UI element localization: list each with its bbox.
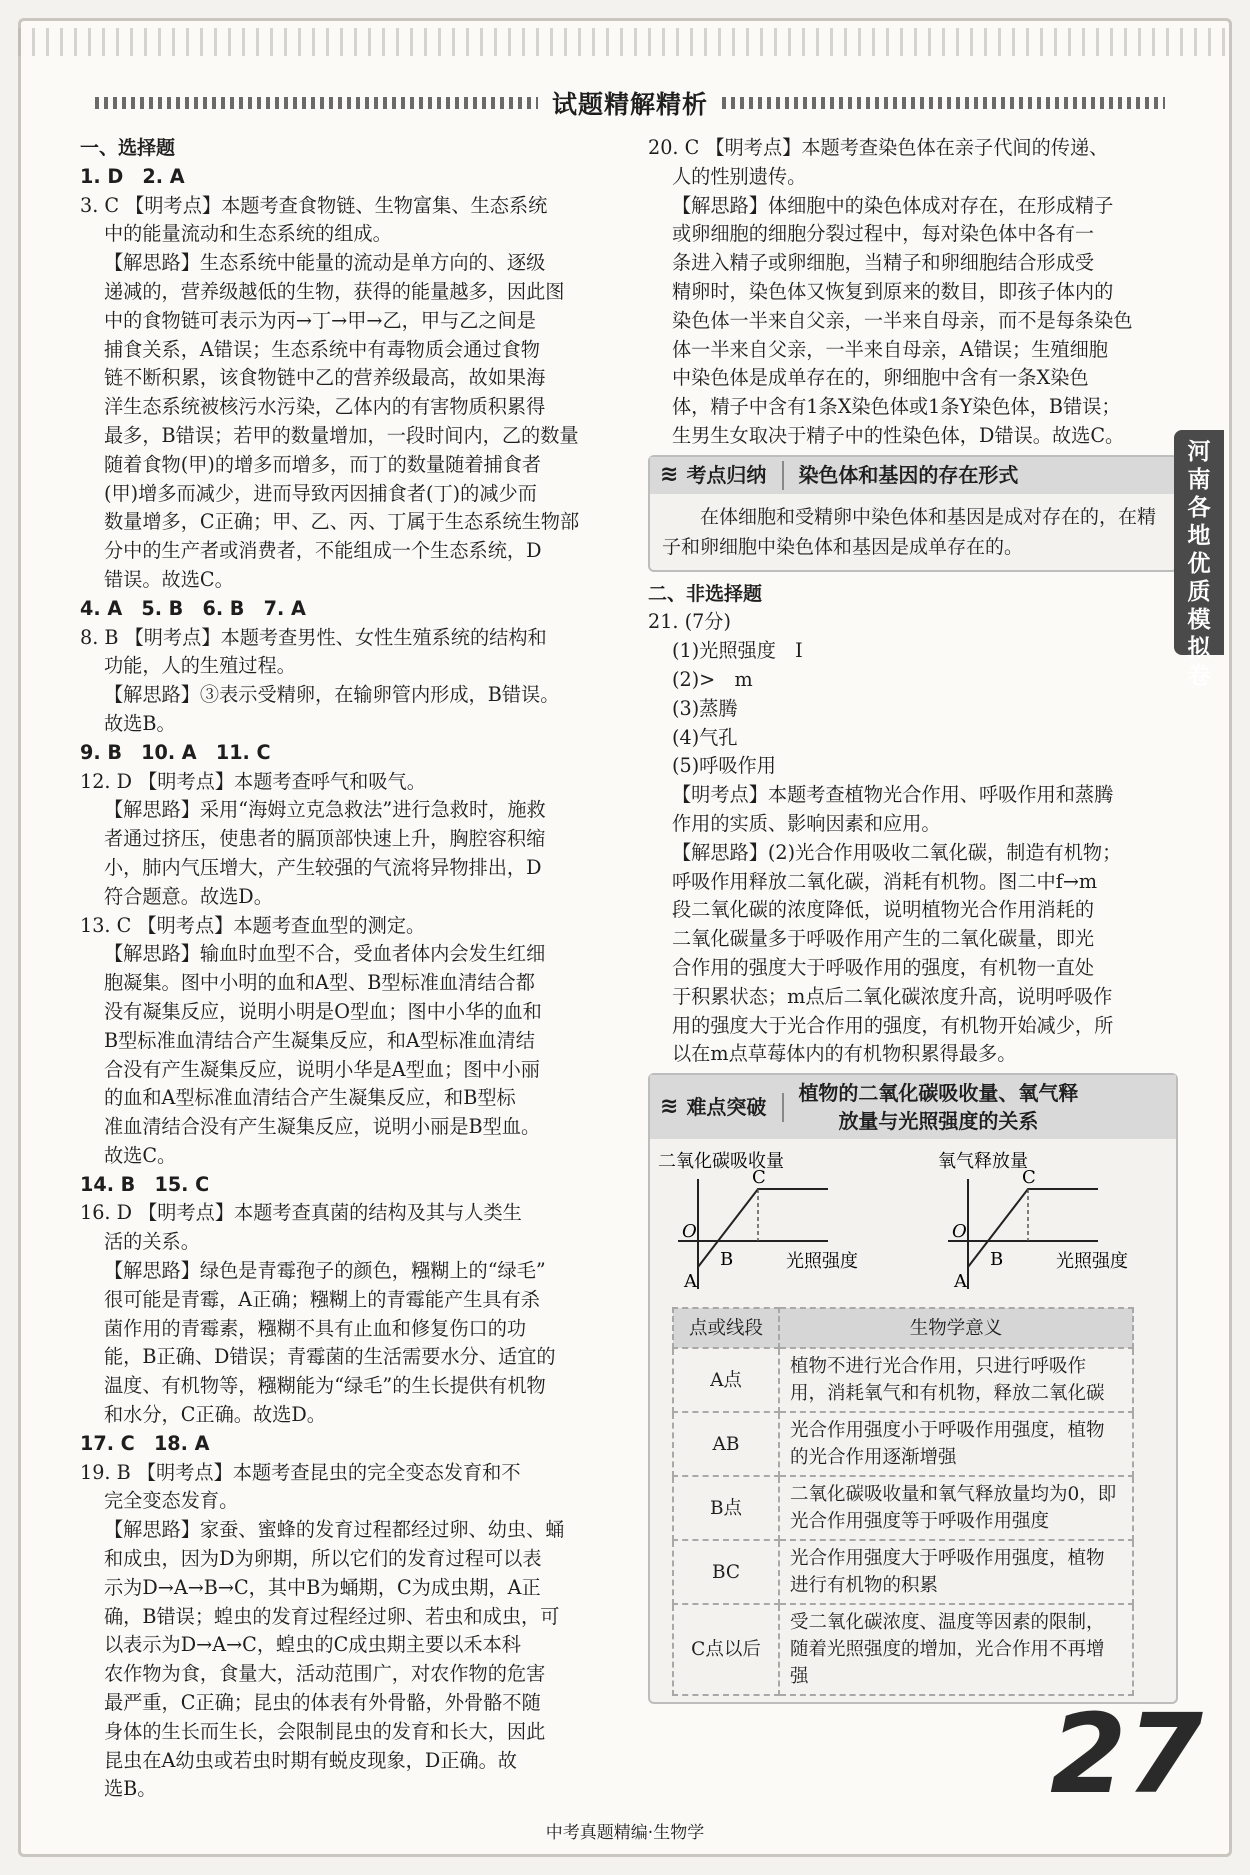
text-line: 捕食关系，A错误；生态系统中有毒物质会通过食物 xyxy=(104,337,540,361)
text-line: 段二氧化碳的浓度降低，说明植物光合作用消耗的 xyxy=(672,898,1095,922)
q21-answers xyxy=(648,637,1178,781)
text-line: 二氧化碳量多于呼吸作用产生的二氧化碳量，即光 xyxy=(672,927,1095,951)
text-line: 故选B。 xyxy=(104,711,176,735)
text-line: 没有凝集反应，说明小明是O型血；图中小华的血和 xyxy=(104,999,542,1023)
table-header-cell: 生物学意义 xyxy=(779,1308,1133,1348)
text-line: 符合题意。故选D。 xyxy=(104,884,273,908)
text-line: 和成虫，因为D为卵期，所以它们的发育过程可以表 xyxy=(104,1547,542,1571)
q19-line2: 完全变态发育。 xyxy=(104,1489,239,1513)
table-row xyxy=(673,1476,1133,1540)
q8-solution xyxy=(80,681,615,739)
table-header-cell: 点或线段 xyxy=(673,1308,779,1348)
text-line: 随着食物(甲)的增多而增多，而丁的数量随着捕食者 xyxy=(104,452,542,476)
text-line: 昆虫在A幼虫或若虫时期有蜕皮现象，D正确。故 xyxy=(104,1748,517,1772)
page-number: 27 xyxy=(1050,1690,1204,1818)
q3-line2: 中的能量流动和生态系统的组成。 xyxy=(104,222,392,246)
wave-lines-icon: ≋ xyxy=(660,1093,679,1119)
q12-head: 12. D 【明考点】本题考查呼气和吸气。 xyxy=(80,769,426,793)
graph-x-label: 光照强度 xyxy=(786,1251,858,1273)
text-line: 的血和A型标准血清结合产生凝集反应，和B型标 xyxy=(104,1086,516,1110)
side-tab xyxy=(1174,430,1224,689)
header-rule-left xyxy=(95,97,538,109)
q19-solution xyxy=(80,1516,615,1804)
table-row xyxy=(673,1348,1133,1412)
text-line: (2)> m xyxy=(672,667,753,691)
text-line: 作用的实质、影响因素和应用。 xyxy=(672,811,941,835)
text-line: 能，B正确、D错误；青霉菌的生活需要水分、适宜的 xyxy=(104,1345,556,1369)
text-line: 合作用的强度大于呼吸作用的强度，有机物一直处 xyxy=(672,955,1095,979)
text-line: 故选C。 xyxy=(104,1143,177,1167)
text-line: 条进入精子或卵细胞，当精子和卵细胞结合形成受 xyxy=(672,251,1095,275)
difficulty-box-header xyxy=(650,1075,1176,1139)
text-line: 各 xyxy=(1187,495,1211,521)
summary-box-header xyxy=(650,457,1176,494)
q8-head: 8. B 【明考点】本题考查男性、女性生殖系统的结构和 xyxy=(80,625,547,649)
origin-label: O xyxy=(952,1221,967,1243)
table-cell-key: BC xyxy=(673,1540,779,1604)
text-line: 选B。 xyxy=(104,1777,157,1801)
text-line: 【解思路】输血时血型不合，受血者体内会发生红细 xyxy=(104,942,546,966)
text-line: 拟 xyxy=(1187,635,1211,661)
table-cell-key: C点以后 xyxy=(673,1604,779,1695)
footer-text: 中考真题精编·生物学 xyxy=(545,1823,705,1843)
table-cell-value: 二氧化碳吸收量和氧气释放量均为0，即光合作用强度等于呼吸作用强度 xyxy=(779,1476,1133,1540)
right-column xyxy=(648,134,1178,1712)
q16-solution xyxy=(80,1257,615,1430)
q16-line2: 活的关系。 xyxy=(104,1230,200,1254)
q13-solution xyxy=(80,940,615,1170)
text-line: 模 xyxy=(1187,607,1211,633)
text-line: 以在m点草莓体内的有机物积累得最多。 xyxy=(672,1042,1017,1066)
text-line: 地 xyxy=(1187,523,1211,549)
answer-line: 4. A 5. B 6. B 7. A xyxy=(80,596,306,620)
text-line: 【解思路】体细胞中的染色体成对存在，在形成精子 xyxy=(672,193,1114,217)
text-line: 分中的生产者或消费者，不能组成一个生态系统，D xyxy=(104,539,542,563)
q19-head: 19. B 【明考点】本题考查昆虫的完全变态发育和不 xyxy=(80,1460,521,1484)
text-line: 【解思路】生态系统中能量的流动是单方向的、逐级 xyxy=(104,251,546,275)
table-row xyxy=(673,1540,1133,1604)
graph-y-label: 二氧化碳吸收量 xyxy=(658,1151,784,1173)
text-line: 准血清结合没有产生凝集反应，说明小丽是B型血。 xyxy=(104,1115,541,1139)
point-c-label: C xyxy=(1022,1167,1036,1189)
text-line: 生男生女取决于精子中的性染色体，D错误。故选C。 xyxy=(672,423,1125,447)
point-a-label: A xyxy=(684,1271,697,1293)
table-cell-value: 植物不进行光合作用，只进行呼吸作用，消耗氧气和有机物，释放二氧化碳 xyxy=(779,1348,1133,1412)
origin-label: O xyxy=(682,1221,697,1243)
text-line: 染色体一半来自父亲，一半来自母亲，而不是每条染色 xyxy=(672,308,1133,332)
section-nonchoice-title: 二、非选择题 xyxy=(648,582,763,605)
text-line: 用的强度大于光合作用的强度，有机物开始减少，所 xyxy=(672,1013,1114,1037)
summary-box-text: 在体细胞和受精卵中染色体和基因是成对存在的，在精子和卵细胞中染色体和基因是成单存在的。 xyxy=(662,505,1157,558)
point-a-label: A xyxy=(954,1271,967,1293)
point-b-label: B xyxy=(720,1249,734,1271)
summary-box-label: 考点归纳 xyxy=(686,461,784,490)
text-line: 精卵时，染色体又恢复到原来的数目，即孩子体内的 xyxy=(672,279,1114,303)
section-choice-title: 一、选择题 xyxy=(80,137,176,159)
text-line: 示为D→A→B→C，其中B为蛹期，C为成虫期，A正 xyxy=(104,1575,541,1599)
text-line: 递减的，营养级越低的生物，获得的能量越多，因此图 xyxy=(104,279,565,303)
text-line: 胞凝集。图中小明的血和A型、B型标准血清结合都 xyxy=(104,971,535,995)
q20-solution xyxy=(648,192,1178,451)
text-line: 和水分，C正确。故选D。 xyxy=(104,1403,326,1427)
q13-head: 13. C 【明考点】本题考查血型的测定。 xyxy=(80,913,426,937)
table-cell-value: 受二氧化碳浓度、温度等因素的限制，随着光照强度的增加，光合作用不再增强 xyxy=(779,1604,1133,1695)
answer-line: 1. D 2. A xyxy=(80,164,185,188)
table-row xyxy=(673,1604,1133,1695)
q3-head: 3. C 【明考点】本题考查食物链、生物富集、生态系统 xyxy=(80,193,548,217)
oxygen-release-graph xyxy=(928,1149,1168,1299)
text-line: 确，B错误；蝗虫的发育过程经过卵、若虫和成虫，可 xyxy=(104,1604,560,1628)
q16-head: 16. D 【明考点】本题考查真菌的结构及其与人类生 xyxy=(80,1201,522,1225)
q20-line2: 人的性别遗传。 xyxy=(672,164,807,188)
text-line: 体一半来自父亲，一半来自母亲，A错误；生殖细胞 xyxy=(672,337,1108,361)
table-cell-key: AB xyxy=(673,1412,779,1476)
q21-head: 21. (7分) xyxy=(648,610,731,634)
text-line: 者通过挤压，使患者的膈顶部快速上升，胸腔容积缩 xyxy=(104,827,546,851)
text-line: 卷 xyxy=(1187,663,1211,689)
text-line: 【明考点】本题考查植物光合作用、呼吸作用和蒸腾 xyxy=(672,783,1114,807)
text-line: 温度、有机物等，糨糊能为“绿毛”的生长提供有机物 xyxy=(104,1374,546,1398)
text-line: 洋生态系统被核污水污染，乙体内的有害物质积累得 xyxy=(104,395,546,419)
text-line: 南 xyxy=(1187,467,1211,493)
text-line: 最严重，C正确；昆虫的体表有外骨骼，外骨骼不随 xyxy=(104,1691,541,1715)
summary-box xyxy=(648,455,1178,572)
graph-x-label: 光照强度 xyxy=(1056,1251,1128,1273)
text-line: 河 xyxy=(1187,439,1211,465)
text-line: 中的食物链可表示为丙→丁→甲→乙，甲与乙之间是 xyxy=(104,308,536,332)
text-line: 于积累状态；m点后二氧化碳浓度升高，说明呼吸作 xyxy=(672,984,1113,1008)
text-line: B型标准血清结合产生凝集反应，和A型标准血清结 xyxy=(104,1028,535,1052)
q21-solution xyxy=(648,839,1178,1069)
text-line: 体，精子中含有1条X染色体或1条Y染色体，B错误； xyxy=(672,395,1121,419)
difficulty-box-title-1: 植物的二氧化碳吸收量、氧气释 xyxy=(798,1081,1079,1106)
wave-lines-icon: ≋ xyxy=(660,461,679,487)
text-line: 错误。故选C。 xyxy=(104,567,234,591)
table-row xyxy=(673,1412,1133,1476)
left-column xyxy=(80,134,615,1804)
difficulty-box-title-2: 放量与光照强度的关系 xyxy=(838,1109,1039,1134)
table-cell-value: 光合作用强度小于呼吸作用强度，植物的光合作用逐渐增强 xyxy=(779,1412,1133,1476)
difficulty-box xyxy=(648,1073,1178,1704)
section-header xyxy=(95,84,1165,122)
text-line: 【解思路】家蚕、蜜蜂的发育过程都经过卵、幼虫、蛹 xyxy=(104,1518,565,1542)
text-line: 【解思路】绿色是青霉孢子的颜色，糨糊上的“绿毛” xyxy=(104,1259,546,1283)
text-line: (甲)增多而减少，进而导致丙因捕食者(丁)的减少而 xyxy=(104,481,537,505)
table-header-row xyxy=(673,1308,1133,1348)
header-rule-right xyxy=(722,97,1165,109)
text-line: 数量增多，C正确；甲、乙、丙、丁属于生态系统生物部 xyxy=(104,510,580,534)
graph-y-label: 氧气释放量 xyxy=(938,1151,1028,1173)
text-line: 菌作用的青霉素，糨糊不具有止血和修复伤口的功 xyxy=(104,1316,527,1340)
co2-absorption-graph xyxy=(658,1149,898,1299)
text-line: 呼吸作用释放二氧化碳，消耗有机物。图二中f→m xyxy=(672,869,1098,893)
text-line: 中染色体是成单存在的，卵细胞中含有一条X染色 xyxy=(672,366,1089,390)
answer-line: 17. C 18. A xyxy=(80,1431,210,1455)
summary-box-title: 染色体和基因的存在形式 xyxy=(798,462,1019,487)
text-line: 很可能是青霉，A正确；糨糊上的青霉能产生具有杀 xyxy=(104,1287,540,1311)
text-line: 【解思路】③表示受精卵，在输卵管内形成，B错误。 xyxy=(104,683,560,707)
text-line: 质 xyxy=(1187,579,1211,605)
difficulty-box-label: 难点突破 xyxy=(686,1093,784,1122)
table-cell-value: 光合作用强度大于呼吸作用强度，植物进行有机物的积累 xyxy=(779,1540,1133,1604)
q3-solution xyxy=(80,249,615,595)
text-line: 小，肺内气压增大，产生较强的气流将异物排出，D xyxy=(104,855,542,879)
text-line: (4)气孔 xyxy=(672,725,738,749)
point-c-label: C xyxy=(752,1167,766,1189)
table-cell-key: A点 xyxy=(673,1348,779,1412)
text-line: 身体的生长而生长，会限制昆虫的发育和长大，因此 xyxy=(104,1719,546,1743)
text-line: 以表示为D→A→C，蝗虫的C成虫期主要以禾本科 xyxy=(104,1633,521,1657)
q8-line2: 功能，人的生殖过程。 xyxy=(104,654,296,678)
text-line: 或卵细胞的细胞分裂过程中，每对染色体中各有一 xyxy=(672,222,1095,246)
text-line: 合没有产生凝集反应，说明小华是A型血；图中小丽 xyxy=(104,1057,540,1081)
text-line: 农作物为食，食量大，活动范围广，对农作物的危害 xyxy=(104,1662,546,1686)
point-b-label: B xyxy=(990,1249,1004,1271)
text-line: 优 xyxy=(1187,551,1211,577)
answer-line: 9. B 10. A 11. C xyxy=(80,740,271,764)
meaning-table xyxy=(672,1307,1134,1696)
q12-solution xyxy=(80,796,615,911)
answer-line: 14. B 15. C xyxy=(80,1172,210,1196)
q20-head: 20. C 【明考点】本题考查染色体在亲子代间的传递、 xyxy=(648,136,1109,159)
text-line: 链不断积累，该食物链中乙的营养级最高，故如果海 xyxy=(104,366,546,390)
table-cell-key: B点 xyxy=(673,1476,779,1540)
text-line: 【解思路】(2)光合作用吸收二氧化碳，制造有机物； xyxy=(672,840,1122,864)
text-line: (1)光照强度 Ⅰ xyxy=(672,639,803,663)
text-line: 【解思路】采用“海姆立克急救法”进行急救时，施救 xyxy=(104,798,546,822)
text-line: 最多，B错误；若甲的数量增加，一段时间内，乙的数量 xyxy=(104,423,579,447)
top-decoration xyxy=(18,28,1232,56)
header-title: 试题精解精析 xyxy=(552,90,709,119)
q21-key-point xyxy=(648,781,1178,839)
light-graphs xyxy=(650,1139,1176,1299)
text-line: (5)呼吸作用 xyxy=(672,754,776,778)
text-line: (3)蒸腾 xyxy=(672,696,738,720)
